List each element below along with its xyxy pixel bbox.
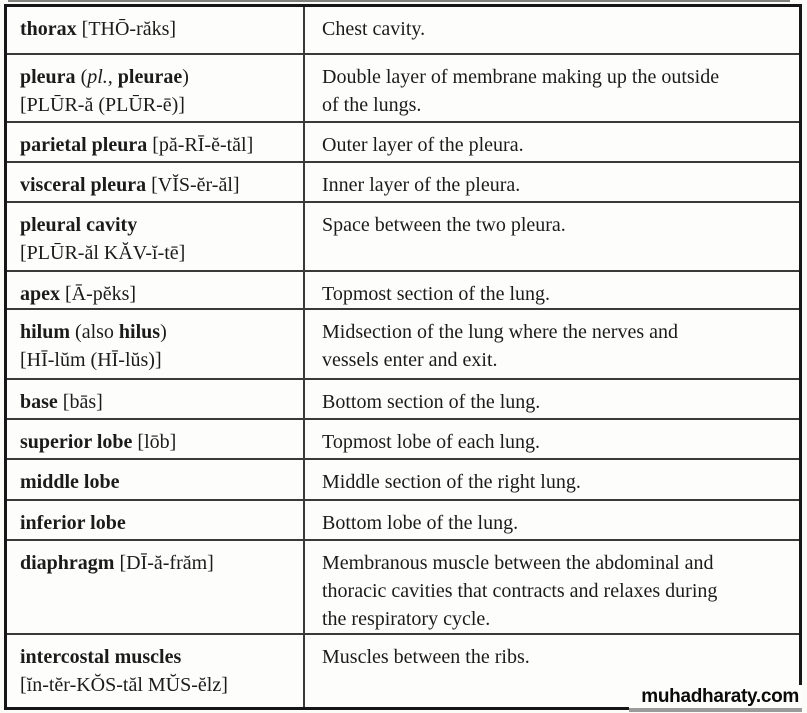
definition-cell — [305, 460, 799, 499]
term-cell — [7, 420, 305, 458]
term-cell — [7, 501, 305, 539]
term-cell — [7, 272, 305, 308]
term-cell — [7, 123, 305, 161]
definition-line: Midsection of the lung where the nerves and — [322, 321, 679, 343]
definition-line: Topmost section of the lung. — [322, 283, 551, 305]
term-cell — [7, 541, 305, 633]
definition-line: Inner layer of the pleura. — [322, 174, 521, 196]
scan-edge-artifact — [8, 0, 790, 2]
table-row — [7, 378, 799, 418]
definition-cell — [305, 203, 799, 270]
term-line: inferior lobe — [20, 512, 126, 534]
term-line: [ĭn-tĕr-KŎS-tăl MŬS-ĕlz] — [20, 674, 228, 696]
term-line: pleural cavity — [20, 214, 138, 236]
table-row — [7, 201, 799, 270]
term-line: pleura (pl., pleurae) — [20, 66, 189, 88]
definition-line: Double layer of membrane making up the outside — [322, 66, 720, 88]
definition-cell — [305, 310, 799, 378]
term-line: [HĪ-lŭm (HĪ-lŭs)] — [20, 349, 162, 371]
term-cell — [7, 460, 305, 499]
definition-line: the respiratory cycle. — [322, 608, 491, 630]
definition-cell — [305, 541, 799, 633]
table-row — [7, 308, 799, 378]
definition-cell — [305, 420, 799, 458]
definition-line: Space between the two pleura. — [322, 214, 566, 236]
definition-line: Bottom section of the lung. — [322, 391, 541, 413]
table-row — [7, 161, 799, 201]
term-line: intercostal muscles — [20, 646, 182, 668]
term-line: superior lobe [lōb] — [20, 431, 177, 453]
table-row — [7, 458, 799, 499]
term-line: base [bās] — [20, 391, 103, 413]
term-line: middle lobe — [20, 471, 120, 493]
definition-cell — [305, 272, 799, 308]
definition-cell — [305, 55, 799, 121]
definition-cell — [305, 501, 799, 539]
term-cell — [7, 203, 305, 270]
term-line: diaphragm [DĪ-ă-frăm] — [20, 552, 214, 574]
term-line: apex [Ā-pĕks] — [20, 283, 137, 305]
definition-line: Middle section of the right lung. — [322, 471, 581, 493]
definition-line: thoracic cavities that contracts and relaxes during — [322, 580, 718, 602]
terminology-table — [4, 4, 802, 710]
term-cell — [7, 635, 305, 707]
term-cell — [7, 163, 305, 201]
definition-line: of the lungs. — [322, 94, 422, 116]
term-line: [PLŪR-ăl KĂV-ĭ-tē] — [20, 242, 186, 264]
table-row — [7, 539, 799, 633]
term-line: hilum (also hilus) — [20, 321, 167, 343]
term-line: parietal pleura [pă-RĪ-ĕ-tăl] — [20, 134, 254, 156]
table-row — [7, 270, 799, 308]
table-row — [7, 53, 799, 121]
table-row — [7, 7, 799, 53]
definition-line: Topmost lobe of each lung. — [322, 431, 540, 453]
table-row — [7, 418, 799, 458]
definition-cell — [305, 123, 799, 161]
table-row — [7, 121, 799, 161]
definition-line: Outer layer of the pleura. — [322, 134, 524, 156]
definition-cell — [305, 380, 799, 418]
definition-line: Chest cavity. — [322, 18, 426, 40]
term-line: [PLŪR-ă (PLŪR-ē)] — [20, 94, 185, 116]
term-cell — [7, 310, 305, 378]
term-line: thorax [THŌ-răks] — [20, 18, 177, 40]
term-cell — [7, 380, 305, 418]
definition-cell — [305, 163, 799, 201]
term-cell — [7, 7, 305, 53]
table-row — [7, 499, 799, 539]
definition-line: Muscles between the ribs. — [322, 646, 530, 668]
definition-cell — [305, 7, 799, 53]
term-cell — [7, 55, 305, 121]
definition-line: Bottom lobe of the lung. — [322, 512, 519, 534]
watermark-site-credit: muhadharaty.com — [629, 685, 802, 712]
definition-line: Membranous muscle between the abdominal and — [322, 552, 714, 574]
definition-line: vessels enter and exit. — [322, 349, 498, 371]
term-line: visceral pleura [VĬS-ĕr-ăl] — [20, 174, 240, 196]
